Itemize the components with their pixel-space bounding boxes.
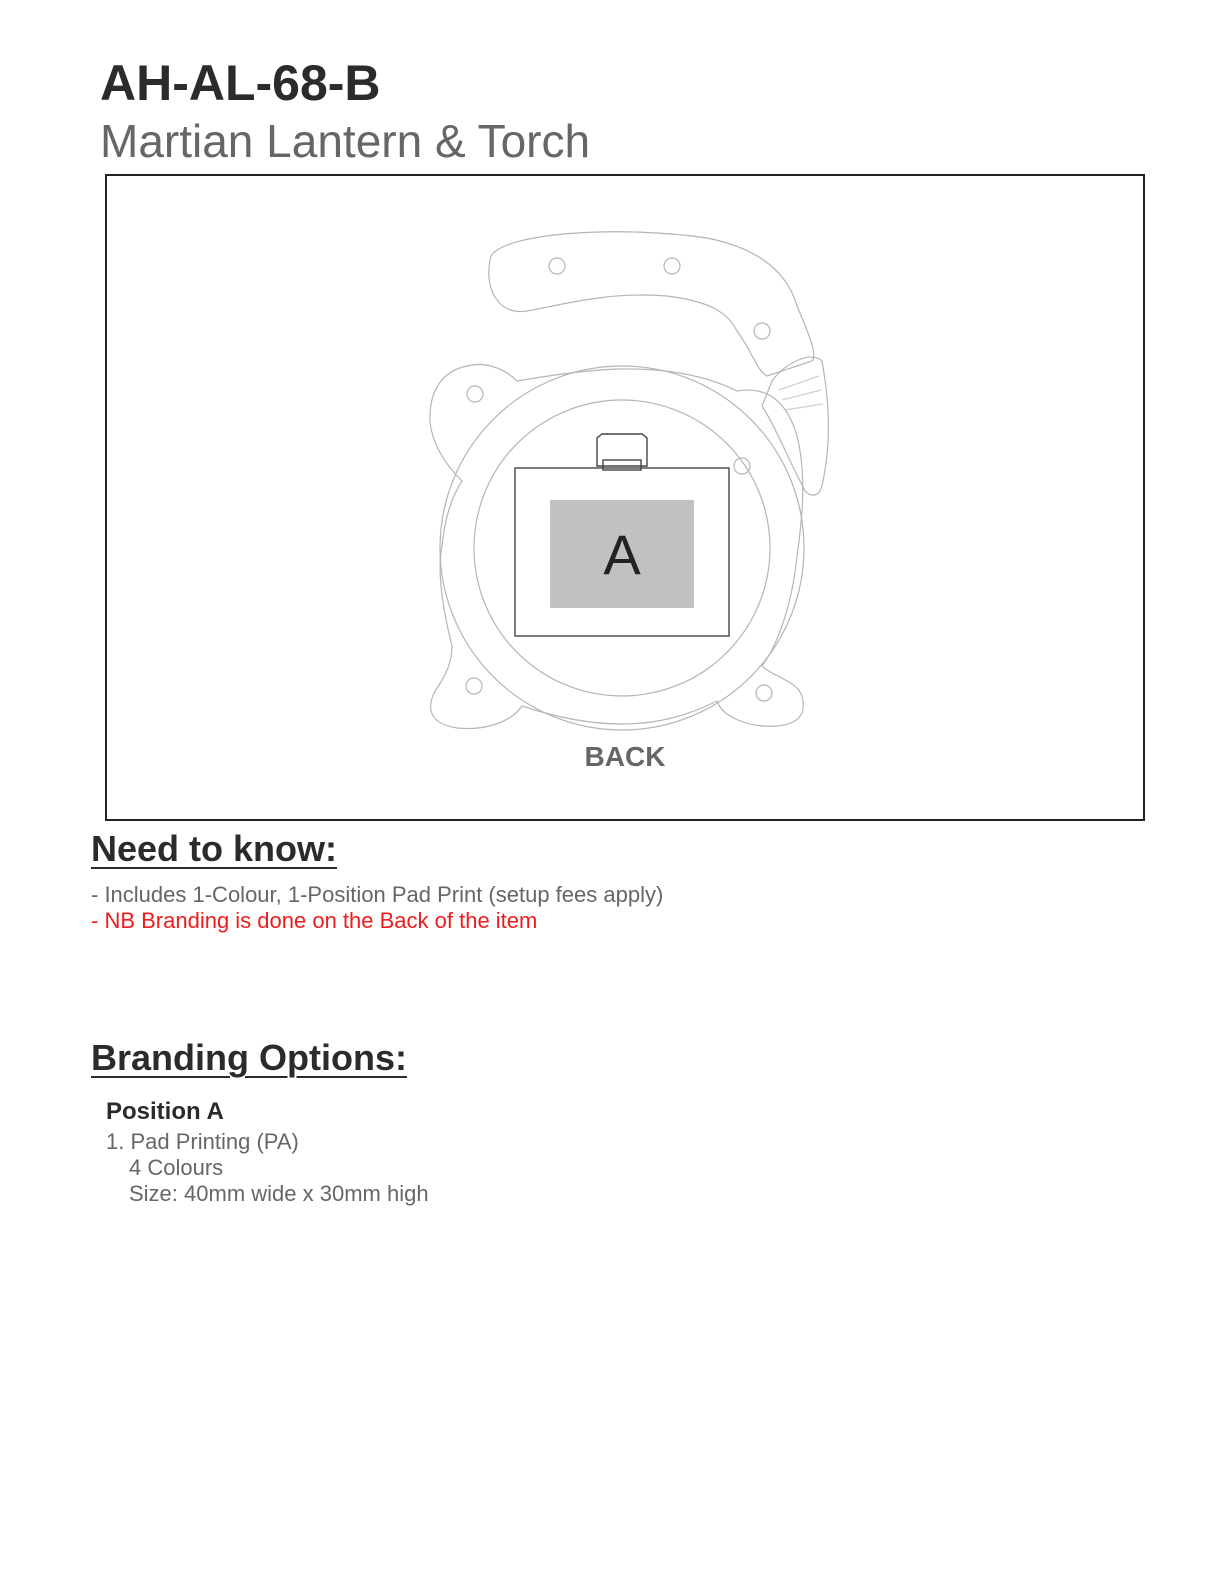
position-a-title: Position A xyxy=(106,1098,224,1125)
note-branding-back: - NB Branding is done on the Back of the item xyxy=(91,908,538,933)
product-diagram-frame xyxy=(105,174,1145,821)
branding-options-heading: Branding Options: xyxy=(91,1037,407,1078)
option-size: Size: 40mm wide x 30mm high xyxy=(129,1181,429,1206)
note-setup-fees: - Includes 1-Colour, 1-Position Pad Print (setup fees apply) xyxy=(91,882,664,907)
need-to-know-heading: Need to know: xyxy=(91,828,338,869)
lantern-back-drawing xyxy=(107,176,1143,819)
branding-option-1 xyxy=(106,1131,299,1153)
clip-outline xyxy=(597,434,647,466)
torch-head-outline xyxy=(762,357,828,495)
product-name: Martian Lantern & Torch xyxy=(100,115,591,167)
option-name: Pad Printing (PA) xyxy=(130,1129,299,1154)
position-a-label: A xyxy=(603,522,641,586)
product-code: AH-AL-68-B xyxy=(100,55,381,111)
option-colours: 4 Colours xyxy=(129,1155,224,1180)
view-label: BACK xyxy=(584,741,666,772)
hook-outline xyxy=(489,232,814,376)
option-number: 1. xyxy=(106,1129,125,1154)
